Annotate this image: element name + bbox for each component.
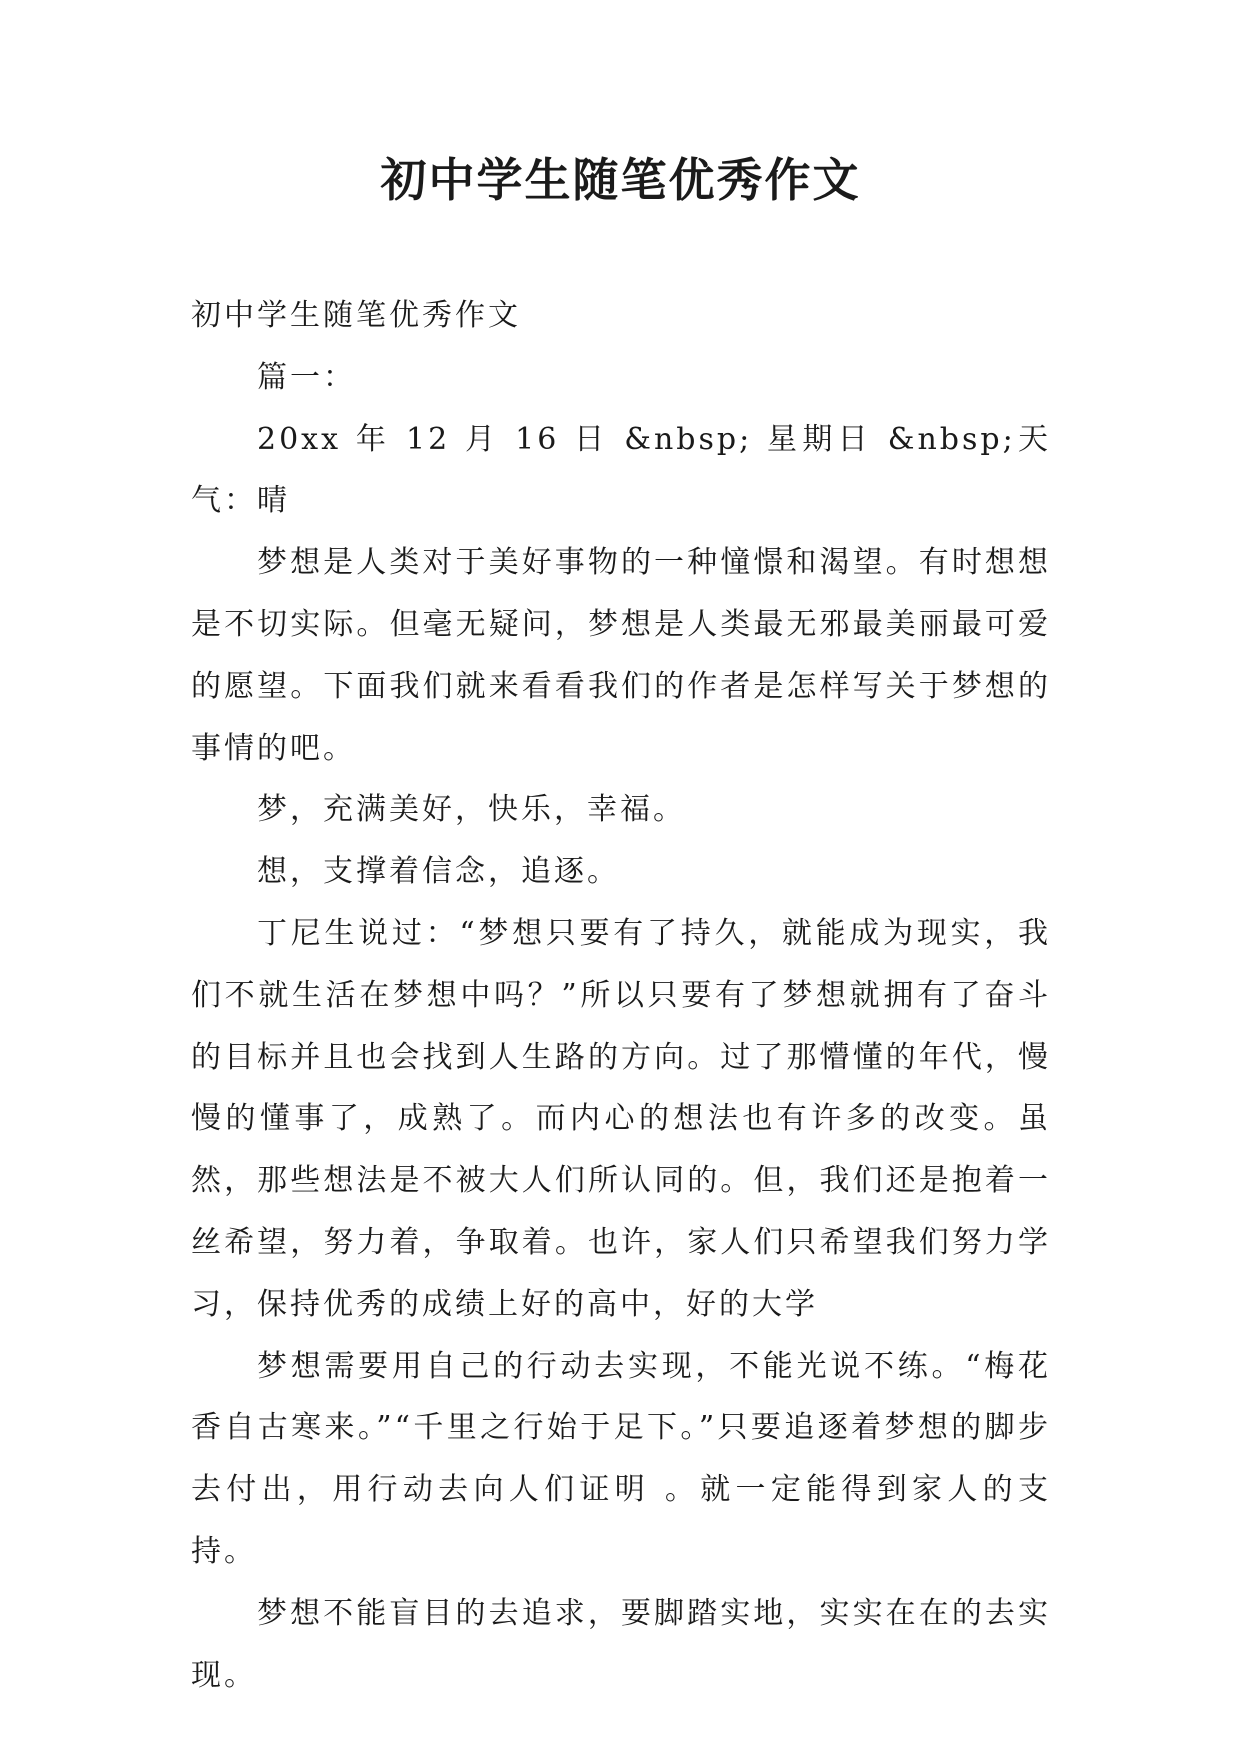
document-title: 初中学生随笔优秀作文 bbox=[380, 153, 861, 207]
date-weather-line: 20xx 年 12 月 16 日 &nbsp; 星期日 &nbsp;天气：晴 bbox=[191, 421, 1051, 519]
body-paragraph: 梦想是人类对于美好事物的一种憧憬和渴望。有时想想是不切实际。但毫无疑问，梦想是人类最无邪最美丽最可爱的愿望。下面我们就来看看我们的作者是怎样写关于梦想的事情的吧。 bbox=[191, 545, 1051, 766]
body-paragraph: 想，支撑着信念，追逐。 bbox=[257, 854, 620, 890]
body-paragraph: 梦，充满美好，快乐，幸福。 bbox=[257, 792, 686, 828]
document-body bbox=[191, 285, 1051, 1706]
body-paragraph: 梦想不能盲目的去追求，要脚踏实地，实实在在的去实现。 bbox=[191, 1595, 1051, 1693]
body-paragraph: 梦想需要用自己的行动去实现，不能光说不练。“梅花香自古寒来。”“千里之行始于足下。”只要追逐着梦想的脚步去付出，用行动去向人们证明 。就一定能得到家人的支持。 bbox=[191, 1348, 1051, 1569]
subtitle-paragraph: 初中学生随笔优秀作文 bbox=[191, 298, 521, 333]
body-paragraph: 丁尼生说过：“梦想只要有了持久，就能成为现实，我们不就生活在梦想中吗？”所以只要有了梦想就拥有了奋斗的目标并且也会找到人生路的方向。过了那懵懂的年代，慢慢的懂事了，成熟了。而内心的想法也有许多的改变。虽然，那些想法是不被大人们所认同的。但，我们还是抱着一丝希望，努力着，争取着。也许，家人们只希望我们努力学习，保持优秀的成绩上好的高中，好的大学 bbox=[191, 915, 1051, 1322]
section-heading: 篇一： bbox=[257, 359, 356, 395]
